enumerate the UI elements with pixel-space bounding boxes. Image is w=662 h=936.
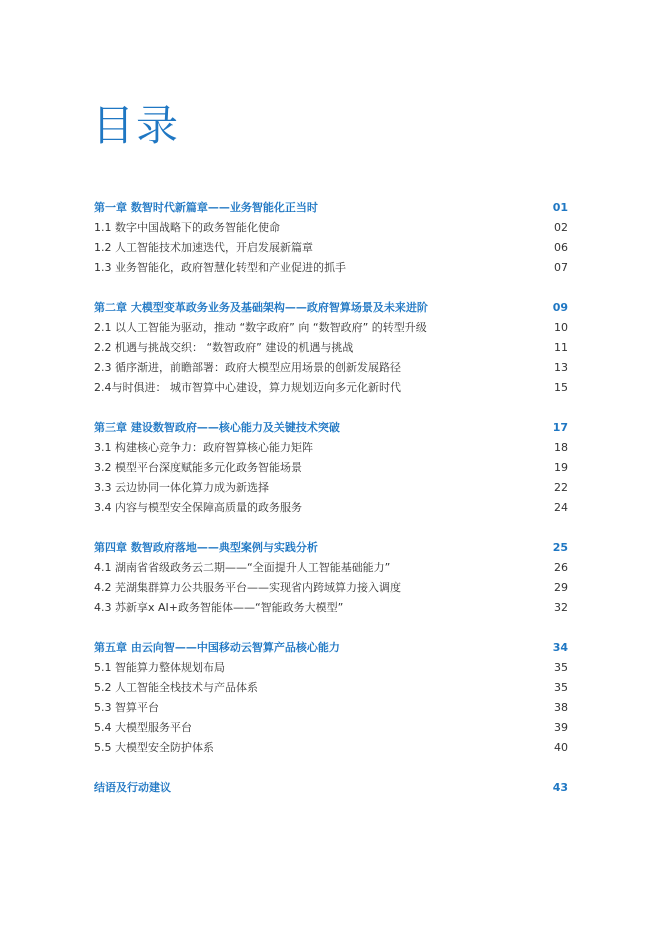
section-title: 1.3 业务智能化，政府智慧化转型和产业促进的抓手 bbox=[94, 261, 346, 274]
chapter-conclusion bbox=[94, 778, 568, 798]
section-entry[interactable] bbox=[94, 558, 568, 578]
chapter-title: 结语及行动建议 bbox=[94, 781, 171, 794]
section-entry[interactable] bbox=[94, 498, 568, 518]
section-title: 5.3 智算平台 bbox=[94, 701, 159, 714]
section-page-number: 39 bbox=[554, 721, 568, 734]
section-title: 2.3 循序渐进，前瞻部署：政府大模型应用场景的创新发展路径 bbox=[94, 361, 401, 374]
chapter-page-number: 43 bbox=[552, 781, 568, 794]
section-page-number: 26 bbox=[554, 561, 568, 574]
chapter-heading[interactable] bbox=[94, 298, 568, 318]
section-page-number: 06 bbox=[554, 241, 568, 254]
chapter-heading[interactable] bbox=[94, 638, 568, 658]
chapter-1 bbox=[94, 198, 568, 278]
chapter-page-number: 25 bbox=[552, 541, 568, 554]
chapter-title: 第三章 建设数智政府——核心能力及关键技术突破 bbox=[94, 421, 340, 434]
section-entry[interactable] bbox=[94, 258, 568, 278]
chapter-5 bbox=[94, 638, 568, 758]
section-page-number: 38 bbox=[554, 701, 568, 714]
section-title: 2.2 机遇与挑战交织： “数智政府” 建设的机遇与挑战 bbox=[94, 341, 354, 354]
section-entry[interactable] bbox=[94, 378, 568, 398]
section-entry[interactable] bbox=[94, 338, 568, 358]
section-entry[interactable] bbox=[94, 238, 568, 258]
section-title: 2.4与时俱进： 城市智算中心建设，算力规划迈向多元化新时代 bbox=[94, 381, 401, 394]
section-title: 3.4 内容与模型安全保障高质量的政务服务 bbox=[94, 501, 302, 514]
chapter-page-number: 17 bbox=[552, 421, 568, 434]
section-entry[interactable] bbox=[94, 598, 568, 618]
chapter-4 bbox=[94, 538, 568, 618]
section-page-number: 18 bbox=[554, 441, 568, 454]
section-page-number: 13 bbox=[554, 361, 568, 374]
section-title: 4.3 苏新享x AI+政务智能体——“智能政务大模型” bbox=[94, 601, 344, 614]
section-title: 3.2 模型平台深度赋能多元化政务智能场景 bbox=[94, 461, 302, 474]
section-entry[interactable] bbox=[94, 738, 568, 758]
section-title: 1.1 数字中国战略下的政务智能化使命 bbox=[94, 221, 280, 234]
section-title: 5.4 大模型服务平台 bbox=[94, 721, 192, 734]
section-page-number: 10 bbox=[554, 321, 568, 334]
chapter-3 bbox=[94, 418, 568, 518]
chapter-title: 第四章 数智政府落地——典型案例与实践分析 bbox=[94, 541, 318, 554]
section-entry[interactable] bbox=[94, 698, 568, 718]
section-entry[interactable] bbox=[94, 478, 568, 498]
chapter-page-number: 01 bbox=[552, 201, 568, 214]
chapter-title: 第二章 大模型变革政务业务及基础架构——政府智算场景及未来进阶 bbox=[94, 301, 428, 314]
chapter-title: 第一章 数智时代新篇章——业务智能化正当时 bbox=[94, 201, 318, 214]
section-page-number: 35 bbox=[554, 661, 568, 674]
chapter-title: 第五章 由云向智——中国移动云智算产品核心能力 bbox=[94, 641, 340, 654]
section-page-number: 32 bbox=[554, 601, 568, 614]
section-title: 3.1 构建核心竞争力：政府智算核心能力矩阵 bbox=[94, 441, 313, 454]
section-page-number: 22 bbox=[554, 481, 568, 494]
section-entry[interactable] bbox=[94, 718, 568, 738]
page-title: 目录 bbox=[92, 101, 181, 150]
section-page-number: 11 bbox=[554, 341, 568, 354]
section-title: 5.1 智能算力整体规划布局 bbox=[94, 661, 225, 674]
section-title: 2.1 以人工智能为驱动，推动 “数字政府” 向 “数智政府” 的转型升级 bbox=[94, 321, 427, 334]
section-page-number: 19 bbox=[554, 461, 568, 474]
section-entry[interactable] bbox=[94, 578, 568, 598]
section-page-number: 40 bbox=[554, 741, 568, 754]
section-page-number: 35 bbox=[554, 681, 568, 694]
section-entry[interactable] bbox=[94, 658, 568, 678]
section-entry[interactable] bbox=[94, 678, 568, 698]
section-title: 3.3 云边协同一体化算力成为新选择 bbox=[94, 481, 269, 494]
table-of-contents bbox=[94, 198, 568, 818]
section-page-number: 15 bbox=[554, 381, 568, 394]
chapter-page-number: 34 bbox=[552, 641, 568, 654]
chapter-heading[interactable] bbox=[94, 538, 568, 558]
section-entry[interactable] bbox=[94, 318, 568, 338]
section-page-number: 07 bbox=[554, 261, 568, 274]
section-entry[interactable] bbox=[94, 458, 568, 478]
chapter-heading[interactable] bbox=[94, 418, 568, 438]
section-title: 5.5 大模型安全防护体系 bbox=[94, 741, 214, 754]
chapter-2 bbox=[94, 298, 568, 398]
section-page-number: 24 bbox=[554, 501, 568, 514]
chapter-heading[interactable] bbox=[94, 778, 568, 798]
section-title: 4.2 芜湖集群算力公共服务平台——实现省内跨域算力接入调度 bbox=[94, 581, 401, 594]
section-title: 4.1 湖南省省级政务云二期——“全面提升人工智能基础能力” bbox=[94, 561, 391, 574]
section-entry[interactable] bbox=[94, 218, 568, 238]
chapter-heading[interactable] bbox=[94, 198, 568, 218]
section-page-number: 02 bbox=[554, 221, 568, 234]
chapter-page-number: 09 bbox=[552, 301, 568, 314]
section-entry[interactable] bbox=[94, 438, 568, 458]
section-entry[interactable] bbox=[94, 358, 568, 378]
section-page-number: 29 bbox=[554, 581, 568, 594]
section-title: 1.2 人工智能技术加速迭代，开启发展新篇章 bbox=[94, 241, 313, 254]
section-title: 5.2 人工智能全栈技术与产品体系 bbox=[94, 681, 258, 694]
